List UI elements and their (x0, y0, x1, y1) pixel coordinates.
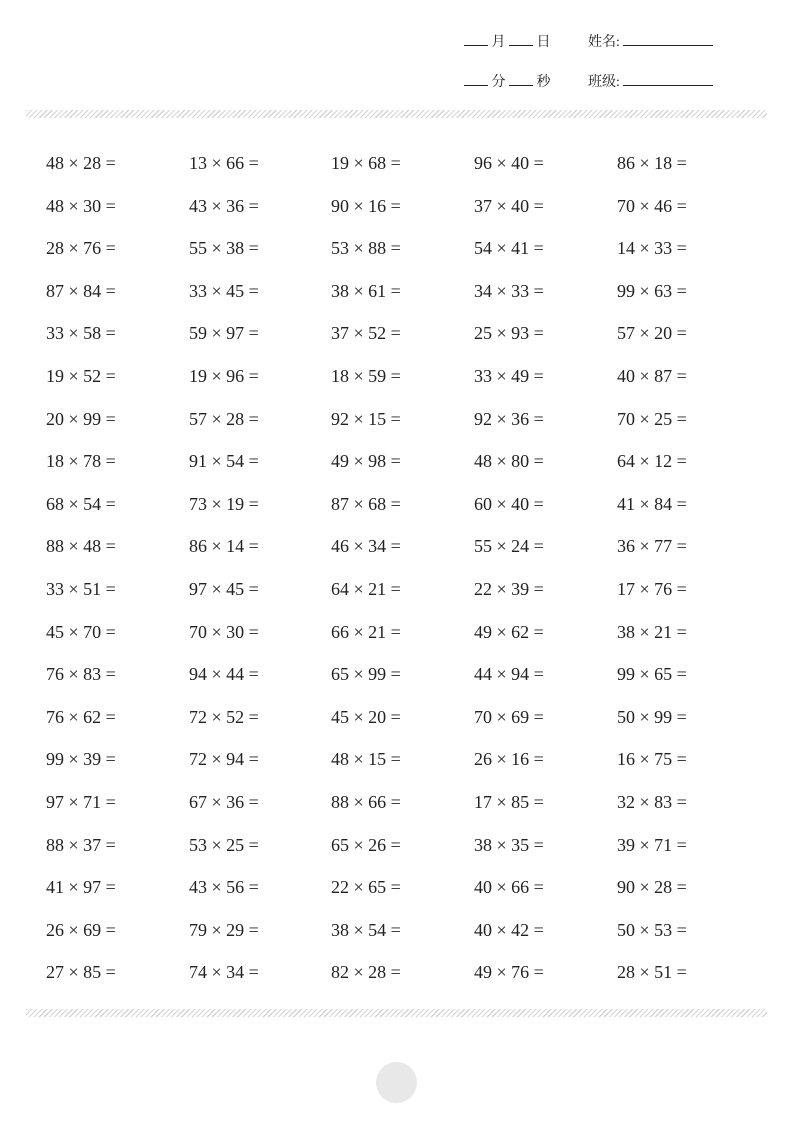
multiplication-problem: 48 × 80 = (474, 451, 544, 472)
multiplication-problem: 38 × 61 = (331, 280, 401, 301)
multiplication-problem: 22 × 39 = (474, 578, 544, 599)
multiplication-problem: 20 × 99 = (46, 408, 116, 429)
multiplication-problem: 40 × 87 = (617, 365, 687, 386)
multiplication-problem: 72 × 52 = (189, 706, 259, 727)
problem-row (46, 320, 766, 363)
multiplication-problem: 18 × 78 = (46, 451, 116, 472)
date-field[interactable] (464, 33, 551, 52)
multiplication-problem: 67 × 36 = (189, 791, 259, 812)
multiplication-problem: 50 × 99 = (617, 706, 687, 727)
name-field[interactable] (588, 33, 713, 52)
multiplication-problem: 55 × 38 = (189, 238, 259, 259)
problem-row (46, 193, 766, 236)
second-blank[interactable] (509, 73, 533, 86)
problem-row (46, 746, 766, 789)
multiplication-problem: 90 × 28 = (617, 877, 687, 898)
multiplication-problem: 88 × 48 = (46, 536, 116, 557)
multiplication-problem: 74 × 34 = (189, 962, 259, 983)
multiplication-problem: 66 × 21 = (331, 621, 401, 642)
multiplication-problem: 90 × 16 = (331, 195, 401, 216)
problem-row (46, 491, 766, 534)
multiplication-problem: 33 × 45 = (189, 280, 259, 301)
multiplication-problem: 60 × 40 = (474, 493, 544, 514)
multiplication-problem: 27 × 85 = (46, 962, 116, 983)
multiplication-problem: 33 × 58 = (46, 323, 116, 344)
problem-row (46, 619, 766, 662)
multiplication-problem: 36 × 77 = (617, 536, 687, 557)
multiplication-problem: 33 × 49 = (474, 365, 544, 386)
multiplication-problem: 32 × 83 = (617, 791, 687, 812)
multiplication-problem: 48 × 28 = (46, 153, 116, 173)
problem-row (46, 235, 766, 278)
multiplication-problem: 59 × 97 = (189, 323, 259, 344)
multiplication-problem: 28 × 76 = (46, 238, 116, 259)
multiplication-problem: 86 × 14 = (189, 536, 259, 557)
multiplication-problem: 38 × 21 = (617, 621, 687, 642)
multiplication-problem: 53 × 88 = (331, 238, 401, 259)
multiplication-problem: 99 × 65 = (617, 664, 687, 685)
multiplication-problem: 40 × 66 = (474, 877, 544, 898)
multiplication-problem: 57 × 20 = (617, 323, 687, 344)
class-field[interactable] (588, 73, 713, 92)
worksheet-header (0, 0, 793, 110)
multiplication-problem: 25 × 93 = (474, 323, 544, 344)
problem-row (46, 278, 766, 321)
time-field[interactable] (464, 73, 551, 92)
class-blank[interactable] (623, 73, 713, 86)
multiplication-problem: 64 × 21 = (331, 578, 401, 599)
multiplication-problem: 33 × 51 = (46, 578, 116, 599)
multiplication-problem: 19 × 96 = (189, 365, 259, 386)
multiplication-problem: 50 × 53 = (617, 919, 687, 940)
multiplication-problem: 19 × 52 = (46, 365, 116, 386)
multiplication-problem: 64 × 12 = (617, 451, 687, 472)
problem-row (46, 363, 766, 406)
multiplication-problem: 99 × 63 = (617, 280, 687, 301)
multiplication-problem: 41 × 84 = (617, 493, 687, 514)
multiplication-problem: 79 × 29 = (189, 919, 259, 940)
multiplication-problem: 86 × 18 = (617, 153, 687, 173)
problem-row (46, 533, 766, 576)
multiplication-problem: 72 × 94 = (189, 749, 259, 770)
multiplication-problem: 41 × 97 = (46, 877, 116, 898)
problem-grid (46, 150, 766, 1002)
multiplication-problem: 19 × 68 = (331, 153, 401, 173)
multiplication-problem: 99 × 39 = (46, 749, 116, 770)
problem-row (46, 406, 766, 449)
name-label: 姓名: (588, 35, 620, 50)
multiplication-problem: 34 × 33 = (474, 280, 544, 301)
second-label: 秒 (536, 75, 551, 90)
multiplication-problem: 54 × 41 = (474, 238, 544, 259)
multiplication-problem: 97 × 45 = (189, 578, 259, 599)
multiplication-problem: 37 × 52 = (331, 323, 401, 344)
multiplication-problem: 22 × 65 = (331, 877, 401, 898)
problem-row (46, 448, 766, 491)
month-blank[interactable] (464, 33, 488, 46)
multiplication-problem: 92 × 15 = (331, 408, 401, 429)
multiplication-problem: 17 × 76 = (617, 578, 687, 599)
problem-row (46, 789, 766, 832)
multiplication-problem: 17 × 85 = (474, 791, 544, 812)
multiplication-problem: 44 × 94 = (474, 664, 544, 685)
multiplication-problem: 70 × 69 = (474, 706, 544, 727)
multiplication-problem: 87 × 84 = (46, 280, 116, 301)
month-label: 月 (491, 35, 506, 50)
multiplication-problem: 48 × 30 = (46, 195, 116, 216)
multiplication-problem: 76 × 62 = (46, 706, 116, 727)
multiplication-problem: 16 × 75 = (617, 749, 687, 770)
multiplication-problem: 53 × 25 = (189, 834, 259, 855)
minute-label: 分 (491, 75, 506, 90)
multiplication-problem: 87 × 68 = (331, 493, 401, 514)
multiplication-problem: 18 × 59 = (331, 365, 401, 386)
multiplication-problem: 26 × 69 = (46, 919, 116, 940)
problem-row (46, 917, 766, 960)
multiplication-problem: 48 × 15 = (331, 749, 401, 770)
page-indicator (376, 1062, 417, 1103)
multiplication-problem: 91 × 54 = (189, 451, 259, 472)
name-blank[interactable] (623, 33, 713, 46)
multiplication-problem: 38 × 35 = (474, 834, 544, 855)
day-blank[interactable] (509, 33, 533, 46)
multiplication-problem: 43 × 36 = (189, 195, 259, 216)
minute-blank[interactable] (464, 73, 488, 86)
multiplication-problem: 39 × 71 = (617, 834, 687, 855)
multiplication-problem: 94 × 44 = (189, 664, 259, 685)
class-label: 班级: (588, 75, 620, 90)
multiplication-problem: 73 × 19 = (189, 493, 259, 514)
multiplication-problem: 26 × 16 = (474, 749, 544, 770)
multiplication-problem: 88 × 37 = (46, 834, 116, 855)
top-divider-stripe (26, 110, 767, 118)
multiplication-problem: 57 × 28 = (189, 408, 259, 429)
multiplication-problem: 88 × 66 = (331, 791, 401, 812)
multiplication-problem: 45 × 20 = (331, 706, 401, 727)
bottom-divider-stripe (26, 1009, 767, 1017)
multiplication-problem: 13 × 66 = (189, 153, 259, 173)
multiplication-problem: 82 × 28 = (331, 962, 401, 983)
multiplication-problem: 96 × 40 = (474, 153, 544, 173)
multiplication-problem: 45 × 70 = (46, 621, 116, 642)
problem-row (46, 576, 766, 619)
problem-row (46, 832, 766, 875)
problem-row (46, 150, 766, 193)
multiplication-problem: 92 × 36 = (474, 408, 544, 429)
multiplication-problem: 49 × 62 = (474, 621, 544, 642)
multiplication-problem: 65 × 99 = (331, 664, 401, 685)
multiplication-problem: 46 × 34 = (331, 536, 401, 557)
multiplication-problem: 68 × 54 = (46, 493, 116, 514)
multiplication-problem: 49 × 76 = (474, 962, 544, 983)
multiplication-problem: 38 × 54 = (331, 919, 401, 940)
multiplication-problem: 40 × 42 = (474, 919, 544, 940)
multiplication-problem: 43 × 56 = (189, 877, 259, 898)
day-label: 日 (536, 35, 551, 50)
multiplication-problem: 37 × 40 = (474, 195, 544, 216)
multiplication-problem: 97 × 71 = (46, 791, 116, 812)
multiplication-problem: 76 × 83 = (46, 664, 116, 685)
multiplication-problem: 70 × 25 = (617, 408, 687, 429)
multiplication-problem: 70 × 46 = (617, 195, 687, 216)
problem-row (46, 959, 766, 1002)
multiplication-problem: 55 × 24 = (474, 536, 544, 557)
multiplication-problem: 28 × 51 = (617, 962, 687, 983)
multiplication-problem: 14 × 33 = (617, 238, 687, 259)
problem-row (46, 661, 766, 704)
multiplication-problem: 49 × 98 = (331, 451, 401, 472)
multiplication-problem: 70 × 30 = (189, 621, 259, 642)
problem-row (46, 704, 766, 747)
problem-row (46, 874, 766, 917)
multiplication-problem: 65 × 26 = (331, 834, 401, 855)
